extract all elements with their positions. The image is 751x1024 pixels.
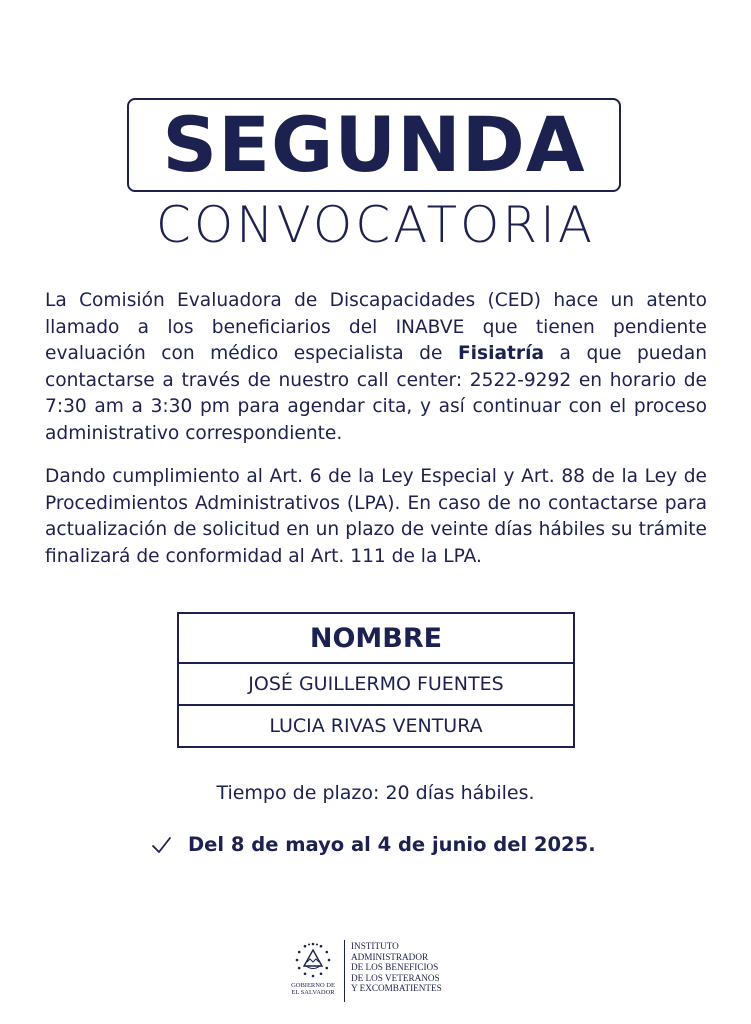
footer-divider [344,940,345,1002]
names-table-header: NOMBRE [309,622,443,654]
page-title: SEGUNDA [162,100,586,189]
paragraph-1-text-start: La Comisión Evaluadora de Discapacidades (CED) hace un atento llamado a los beneficiarios del INABVE que tienen pendiente evaluación con médico especialista de [45,290,707,364]
page-subtitle: CONVOCATORIA [155,196,596,254]
government-emblem [288,940,338,996]
paragraph-legal-notice: Dando cumplimiento al Art. 6 de la Ley Especial y Art. 88 de la Ley de Procedimientos Administrativos (LPA). En caso de no contactarse para actualización de solicitud en un plazo de veinte días hábiles su trámite finalizará de conformidad al Art. 111 de la LPA. [45,466,707,567]
checkmark-icon [150,834,172,856]
institution-name: INSTITUTO ADMINISTRADOR DE LOS BENEFICIOS DE LOS VETERANOS Y EXCOMBATIENTES [351,941,442,994]
date-range [150,833,596,856]
names-table [177,612,575,748]
table-row: LUCIA RIVAS VENTURA [179,704,573,746]
date-range-text: Del 8 de mayo al 4 de junio del 2025. [188,833,596,856]
emblem-caption: GOBIERNO DE EL SALVADOR [291,982,335,996]
footer-logo [288,940,488,1004]
deadline-text: Tiempo de plazo: 20 días hábiles. [216,782,535,804]
el-salvador-coat-of-arms-icon [293,940,333,980]
paragraph-1-text-end: a que puedan contactarse a través de nuestro call center: 2522-9292 en horario de 7:30 am a 3:30 pm para agendar cita, y así continuar con el proceso administrativo correspondiente. [45,343,707,444]
specialty-highlight: Fisiatría [457,343,544,364]
table-row: JOSÉ GUILLERMO FUENTES [179,662,573,704]
paragraph-call-to-action [45,288,707,447]
title-box [127,98,621,192]
